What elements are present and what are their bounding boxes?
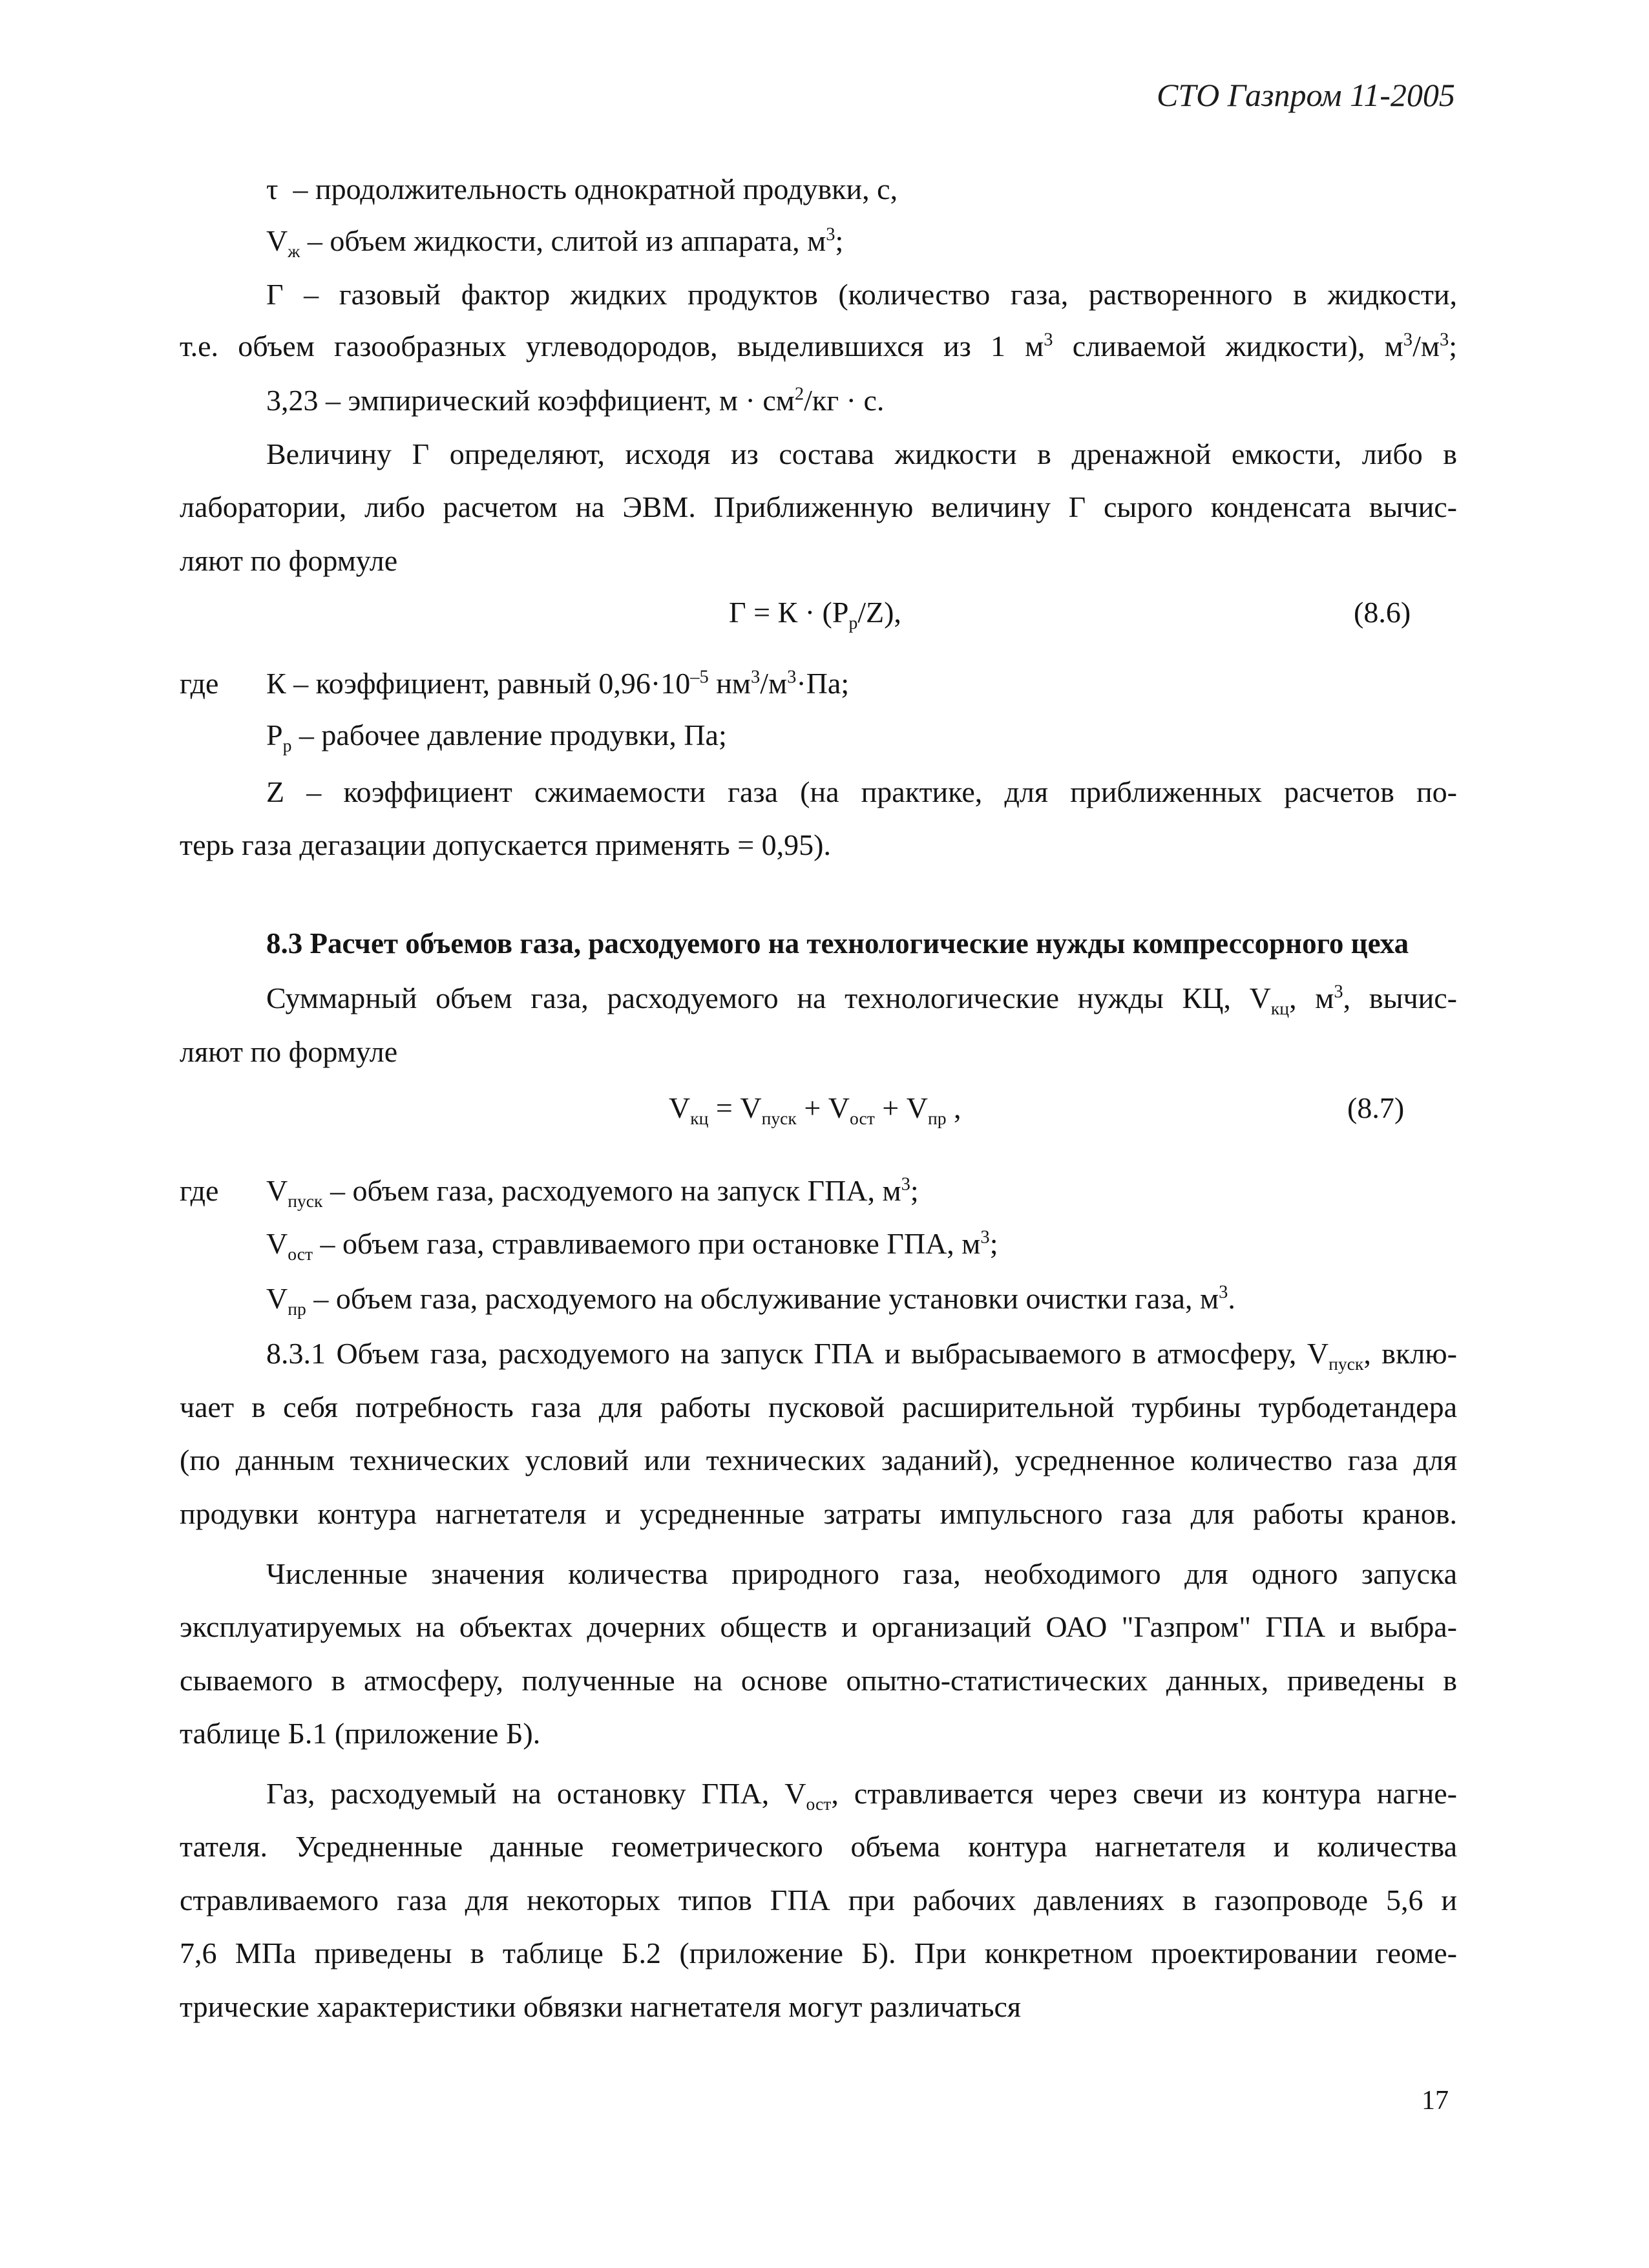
text: т.е. объем газообразных углеводородов, выделившихся из 1 м xyxy=(180,330,1044,362)
page-number: 17 xyxy=(1422,2086,1449,2116)
definition-text: – рабочее давление продувки, Па; xyxy=(299,719,727,751)
document-code-header: СТО Газпром 11-2005 xyxy=(1157,77,1455,113)
paragraph-line: эксплуатируемых на объектах дочерних обществ и организаций ОАО "Газпром" ГПА и выбра- xyxy=(180,1610,1457,1643)
symbol-v: V xyxy=(266,1227,288,1260)
subscript: кц xyxy=(690,1108,709,1129)
definition-gas-factor-line2 xyxy=(180,331,1457,361)
text: /м xyxy=(1413,330,1440,362)
section-heading: 8.3 Расчет объемов газа, расходуемого на технологические нужды компрессорного цеха xyxy=(266,927,1409,960)
superscript: 3 xyxy=(1439,330,1449,350)
superscript: –5 xyxy=(690,667,709,688)
paragraph-line: 7,6 МПа приведены в таблице Б.2 (приложение Б). При конкретном проектировании геоме- xyxy=(180,1937,1457,1969)
symbol-v: V xyxy=(266,224,288,257)
formula-8-7 xyxy=(669,1091,961,1129)
superscript: 3 xyxy=(1044,330,1053,350)
superscript: 3 xyxy=(1403,330,1413,350)
punctuation: ; xyxy=(835,224,844,257)
definition-text: – объем жидкости, слитой из аппарата, м xyxy=(307,224,826,257)
symbol-v: V xyxy=(266,1282,288,1315)
superscript: 3 xyxy=(901,1174,910,1195)
definition-v-ost xyxy=(266,1227,998,1265)
paragraph-line: сываемого в атмосферу, полученные на основе опытно-статистических данных, приведены в xyxy=(180,1664,1457,1697)
paragraph-line: таблице Б.1 (приложение Б). xyxy=(180,1717,541,1750)
text: , м xyxy=(1289,982,1334,1014)
text: , вычис- xyxy=(1343,982,1458,1014)
paragraph-line: продувки контура нагнетателя и усредненные затраты импульсного газа для работы кранов. xyxy=(180,1497,1457,1530)
paragraph-line: лаборатории, либо расчетом на ЭВМ. Приближенную величину Г сырого конденсата вычис- xyxy=(180,490,1457,523)
subscript: р xyxy=(282,735,292,756)
superscript: 3 xyxy=(826,224,835,245)
superscript: 3 xyxy=(980,1227,990,1248)
definition-text: – продолжительность однократной продувки, с, xyxy=(293,173,898,205)
superscript: 3 xyxy=(1334,982,1343,1002)
paragraph-line: ляют по формуле xyxy=(180,1035,398,1068)
text: ; xyxy=(1449,330,1457,362)
formula-text: + V xyxy=(874,1091,928,1124)
text: ; xyxy=(989,1227,998,1260)
formula-text: V xyxy=(669,1091,691,1124)
definition-text: – объем газа, расходуемого на запуск ГПА, м xyxy=(330,1174,901,1207)
subscript: ост xyxy=(288,1244,313,1265)
symbol-p: Р xyxy=(266,719,283,751)
paragraph-line: трические характеристики обвязки нагнетателя могут различаться xyxy=(180,1990,1022,2023)
paragraph-line xyxy=(266,982,1458,1019)
paragraph-line: чает в себя потребность газа для работы пусковой расширительной турбины турбодетандера xyxy=(180,1391,1457,1423)
formula-text: Г = К · (Р xyxy=(729,596,849,629)
definition-v-liquid xyxy=(266,224,844,262)
definition-tau xyxy=(266,174,898,204)
formula-number: (8.6) xyxy=(1354,596,1411,629)
definition-pr xyxy=(266,719,727,756)
formula-text: /Z), xyxy=(857,596,901,629)
text: , вклю- xyxy=(1363,1337,1457,1370)
text: /кг · с. xyxy=(804,384,885,417)
text: ; xyxy=(910,1174,919,1207)
paragraph-line: Численные значения количества природного газа, необходимого для одного запуска xyxy=(266,1557,1457,1590)
subscript: пр xyxy=(927,1108,947,1129)
superscript: 3 xyxy=(750,667,761,688)
definition-text: – объем газа, стравливаемого при остановке ГПА, м xyxy=(320,1227,981,1260)
paragraph-line xyxy=(266,1777,1458,1814)
formula-text: = V xyxy=(708,1091,762,1124)
where-label: где xyxy=(180,667,219,700)
text: сливаемой жидкости), м xyxy=(1053,330,1403,362)
subscript: пр xyxy=(288,1299,306,1319)
paragraph-line: Величину Г определяют, исходя из состава жидкости в дренажной емкости, либо в xyxy=(266,437,1457,470)
superscript: 3 xyxy=(787,667,797,688)
definition-text: – объем газа, расходуемого на обслуживание установки очистки газа, м xyxy=(313,1282,1219,1315)
text: нм xyxy=(708,667,751,700)
definition-z-line1: Z – коэффициент сжимаемости газа (на практике, для приближенных расчетов по- xyxy=(266,775,1457,808)
text: ·Па; xyxy=(796,667,850,700)
subscript: кц xyxy=(1270,998,1290,1019)
text: . xyxy=(1228,1282,1235,1315)
superscript: 2 xyxy=(794,384,804,404)
text: К – коэффициент, равный 0,96·10 xyxy=(266,667,691,700)
definition-z-line2: терь газа дегазации допускается применять = 0,95). xyxy=(180,828,831,861)
subscript: пуск xyxy=(1329,1354,1364,1374)
text: 3,23 – эмпирический коэффициент, м · см xyxy=(266,384,795,417)
superscript: 3 xyxy=(1219,1282,1228,1303)
definition-gas-factor-line1: Г – газовый фактор жидких продуктов (количество газа, растворенного в жидкости, xyxy=(266,278,1457,311)
definition-v-pr xyxy=(266,1282,1235,1319)
formula-8-6 xyxy=(729,596,901,633)
formula-number: (8.7) xyxy=(1347,1091,1405,1124)
subscript: пуск xyxy=(288,1191,323,1212)
paragraph-line: (по данным технических условий или технических заданий), усредненное количество газа для xyxy=(180,1444,1457,1476)
definition-k xyxy=(266,669,849,698)
formula-text: + V xyxy=(796,1091,850,1124)
subscript: ост xyxy=(849,1108,875,1129)
where-label: где xyxy=(180,1174,219,1207)
symbol-v: V xyxy=(266,1174,288,1207)
subscript: ост xyxy=(806,1794,832,1814)
paragraph-line: ляют по формуле xyxy=(180,544,398,577)
text: Газ, расходуемый на остановку ГПА, V xyxy=(266,1777,806,1810)
text: /м xyxy=(760,667,788,700)
formula-text: , xyxy=(946,1091,961,1124)
subscript: ж xyxy=(288,241,300,262)
definition-empirical-coefficient xyxy=(266,386,884,415)
paragraph-line: тателя. Усредненные данные геометрического объема контура нагнетателя и количества xyxy=(180,1830,1457,1863)
text: , стравливается через свечи из контура нагне- xyxy=(831,1777,1458,1810)
subscript: р xyxy=(848,613,858,633)
paragraph-line xyxy=(266,1337,1457,1374)
definition-v-pusk xyxy=(266,1174,919,1212)
text: 8.3.1 Объем газа, расходуемого на запуск ГПА и выбрасываемого в атмосферу, V xyxy=(266,1337,1329,1370)
paragraph-line: стравливаемого газа для некоторых типов ГПА при рабочих давлениях в газопроводе 5,6 и xyxy=(180,1884,1457,1916)
symbol-tau: τ xyxy=(266,173,278,205)
text: Суммарный объем газа, расходуемого на технологические нужды КЦ, V xyxy=(266,982,1271,1014)
subscript: пуск xyxy=(761,1108,797,1129)
